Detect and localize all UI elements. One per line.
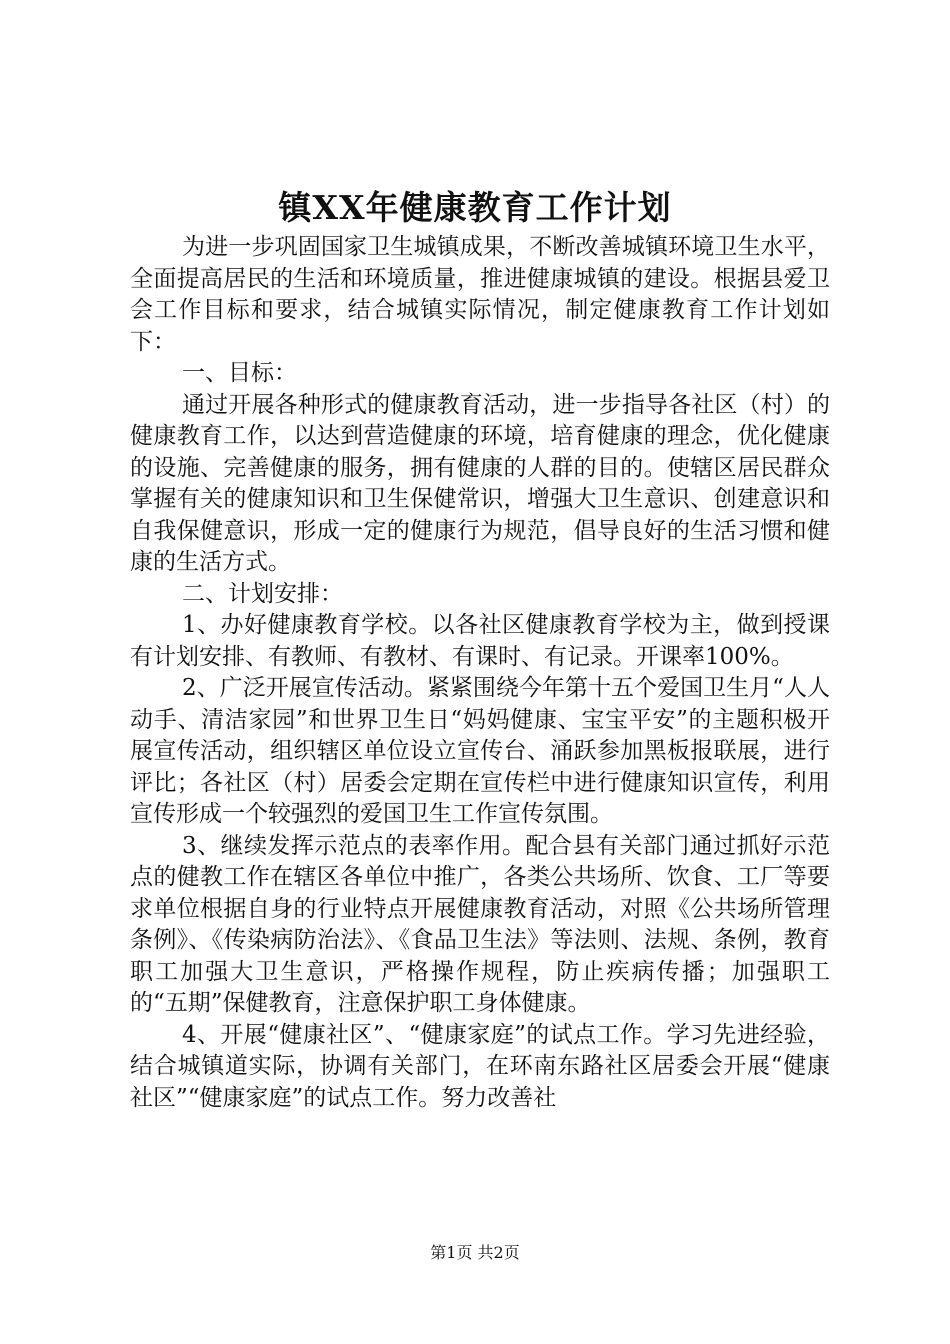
goals-paragraph: 通过开展各种形式的健康教育活动，进一步指导各社区（村）的健康教育工作，以达到营造健康的环境，培育健康的理念，优化健康的设施、完善健康的服务，拥有健康的人群的目的。使辖区居民群众掌握有关的健康知识和卫生保健常识，增强大卫生意识、创建意识和自我保健意识，形成一定的健康行为规范，倡导良好的生活习惯和健康的生活方式。 bbox=[130, 391, 830, 575]
plan-item-1: 1、办好健康教育学校。以各社区健康教育学校为主，做到授课有计划安排、有教师、有教材、有课时、有记录。开课率100%。 bbox=[130, 612, 830, 670]
plan-item-4: 4、开展“健康社区”、“健康家庭”的试点工作。学习先进经验，结合城镇道实际，协调有关部门，在环南东路社区居委会开展“健康社区”“健康家庭”的试点工作。努力改善社 bbox=[130, 1021, 830, 1111]
section-heading-goals: 一、目标： bbox=[182, 360, 297, 386]
plan-item-2: 2、广泛开展宣传活动。紧紧围绕今年第十五个爱国卫生月“人人动手、清洁家园”和世界卫生日“妈妈健康、宝宝平安”的主题积极开展宣传活动，组织辖区单位设立宣传台、涌跃参加黑板报联展，进行评比；各社区（村）居委会定期在宣传栏中进行健康知识宣传，利用宣传形成一个较强烈的爱国卫生工作宣传氛围。 bbox=[130, 675, 830, 827]
plan-item-3: 3、继续发挥示范点的表率作用。配合县有关部门通过抓好示范点的健教工作在辖区各单位中推广，各类公共场所、饮食、工厂等要求单位根据自身的行业特点开展健康教育活动，对照《公共场所管理条例》、《传染病防治法》、《食品卫生法》等法则、法规、条例，教育职工加强大卫生意识，严格操作规程，防止疾病传播；加强职工的“五期”保健教育，注意保护职工身体健康。 bbox=[130, 832, 830, 1016]
document-body bbox=[130, 232, 830, 1114]
document-title: 镇XX年健康教育工作计划 bbox=[278, 188, 672, 227]
intro-paragraph: 为进一步巩固国家卫生城镇成果，不断改善城镇环境卫生水平，全面提高居民的生活和环境质量，推进健康城镇的建设。根据县爱卫会工作目标和要求，结合城镇实际情况，制定健康教育工作计划如下： bbox=[130, 234, 830, 355]
page-footer: 第1页 共2页 bbox=[430, 1243, 520, 1262]
section-heading-plan: 二、计划安排： bbox=[182, 580, 343, 607]
